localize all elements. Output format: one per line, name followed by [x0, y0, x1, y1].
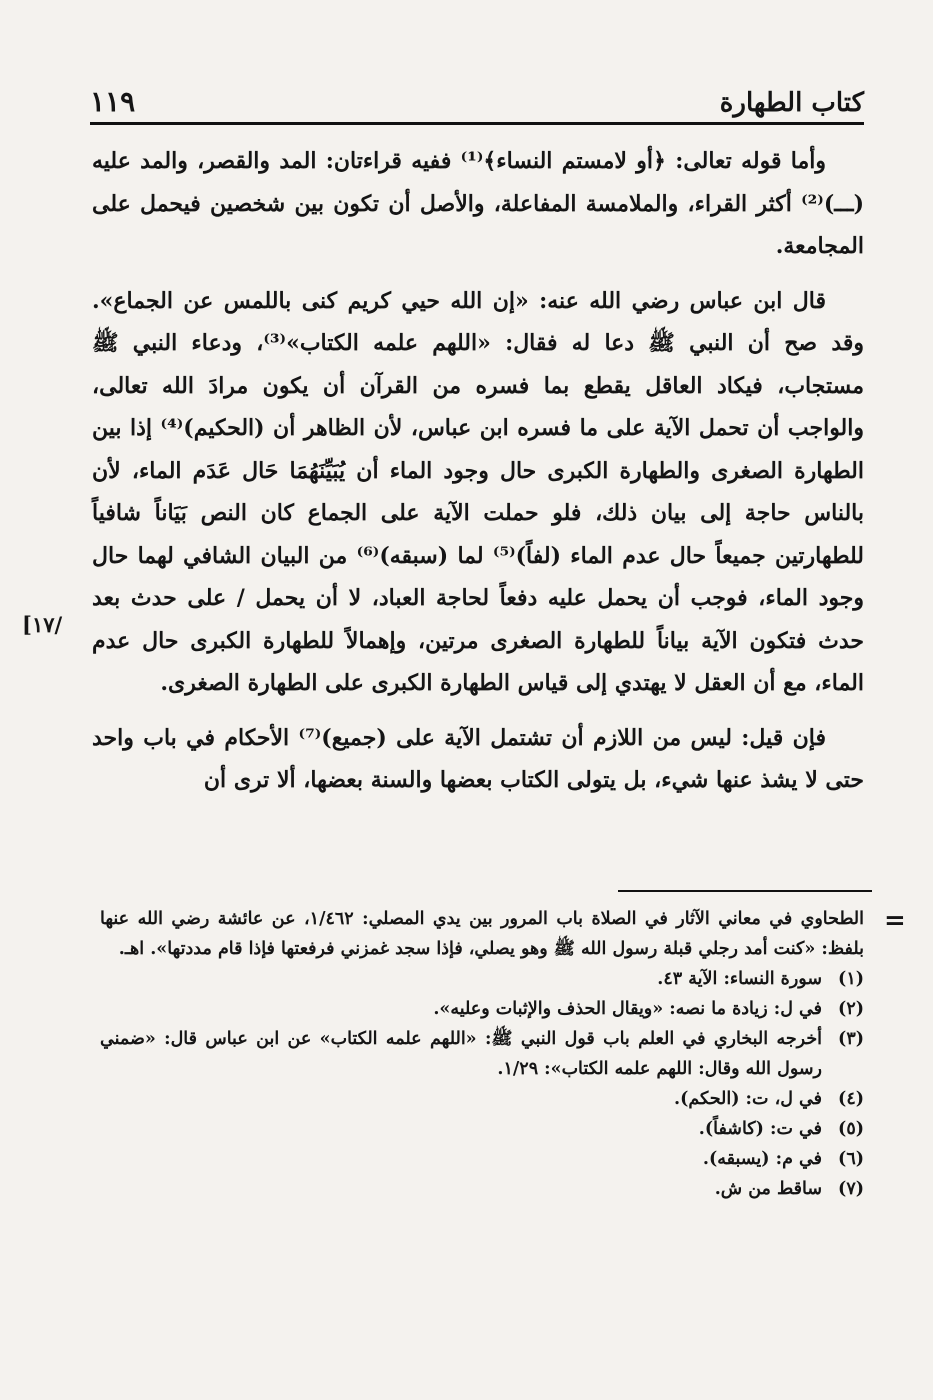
footnote-number: (٤): [838, 1089, 864, 1109]
page-number: ١١٩: [90, 85, 136, 118]
footnote-text: في ل، ت: (الحكم).: [674, 1089, 822, 1109]
main-text: [92, 140, 864, 802]
footnote: [100, 1144, 864, 1174]
paragraph-2: [92, 280, 864, 705]
footnote: [100, 1174, 864, 1204]
page-header: [90, 78, 864, 118]
footnote: [100, 1114, 864, 1144]
footnote-text: أخرجه البخاري في العلم باب قول النبي ﷺ: «اللهم علمه الكتاب» عن ابن عباس قال: «ضمني رسول الله وقال: اللهم علمه الكتاب»: ١/٢٩.: [100, 1029, 822, 1079]
footnote-text: سورة النساء: الآية ٤٣.: [657, 969, 822, 989]
footnote-number: (١): [838, 969, 864, 989]
paragraph-1: [92, 140, 864, 268]
footnote-continuation: الطحاوي في معاني الآثار في الصلاة باب المرور بين يدي المصلي: ١/٤٦٢، عن عائشة رضي الله عنها بلفظ: «كنت أمد رجلي قبلة رسول الله ﷺ وهو يصلي، فإذا سجد غمزني فرفعتها فإذا قام مددتها». اهـ.: [100, 909, 864, 959]
footnote: [100, 1084, 864, 1114]
margin-folio-note: [١٧/: [22, 612, 63, 637]
footnote-text: ساقط من ش.: [714, 1179, 822, 1199]
running-title: كتاب الطهارة: [719, 88, 864, 118]
footnote-continuation-mark: =: [884, 906, 906, 936]
paragraph-text: قال ابن عباس رضي الله عنه: «إن الله حيي كريم كنى باللمس عن الجماع». وقد صح أن النبي ﷺ دعا له فقال: «اللهم علمه الكتاب»⁽³⁾، ودعاء النبي ﷺ مستجاب، فيكاد العاقل يقطع بما فسره من القرآن أن يكون مرادَ الله تعالى، والواجب أن تحمل الآية على ما فسره ابن عباس، لأن الظاهر أن (الحكيم)⁽⁴⁾ إذا بين الطهارة الصغرى والطهارة الكبرى حال وجود الماء أن يُبَيِّنَهُمَا حَال عَدَم الماء، لأن بالناس حاجة إلى بيان ذلك، فلو حملت الآية على الجماع كان النص بَيَاناً شافياً للطهارتين جميعاً حال عدم الماء (لفاً)⁽⁵⁾ لما (سبقه)⁽⁶⁾ من البيان الشافي لهما حال وجود الماء، فوجب أن يحمل عليه دفعاً لحاجة العباد، لا أن يحمل / على حدث بعد حدث فتكون الآية بياناً للطهارة الصغرى مرتين، وإهمالاً للطهارة الكبرى حال عدم الماء، مع أن العقل لا يهتدي إلى قياس الطهارة الكبرى على الطهارة الصغرى.: [92, 287, 865, 696]
paragraph-text: وأما قوله تعالى: ﴿أو لامستم النساء﴾⁽¹⁾ ففيه قراءتان: المد والقصر، والمد عليه (ـــ)⁽²⁾ أكثر القراء، والملامسة المفاعلة، والأصل أن تكون بين شخصين فيحمل على المجامعة.: [92, 148, 864, 259]
footnote-separator: [618, 890, 872, 892]
paragraph-3: [92, 717, 864, 802]
footnote-number: (٥): [838, 1119, 864, 1139]
footnote: [100, 994, 864, 1024]
footnote: [100, 1024, 864, 1084]
footnote-text: في ت: (كاشفاً).: [698, 1119, 822, 1139]
footnote: [100, 964, 864, 994]
footnote-number: (٦): [838, 1149, 864, 1169]
footnote-text: في م: (يسبقه).: [702, 1149, 822, 1169]
footnote-text: في ل: زيادة ما نصه: «ويقال الحذف والإثبات وعليه».: [433, 999, 822, 1019]
footnote-number: (٢): [838, 999, 864, 1019]
footnotes: [100, 904, 864, 1204]
footnote-number: (٣): [838, 1029, 864, 1049]
header-rule: [90, 122, 864, 125]
paragraph-text: فإن قيل: ليس من اللازم أن تشتمل الآية على (جميع)⁽⁷⁾ الأحكام في باب واحد حتى لا يشذ عنها شيء، بل يتولى الكتاب بعضها والسنة بعضها، ألا ترى أن: [92, 724, 864, 793]
footnote-number: (٧): [838, 1179, 864, 1199]
